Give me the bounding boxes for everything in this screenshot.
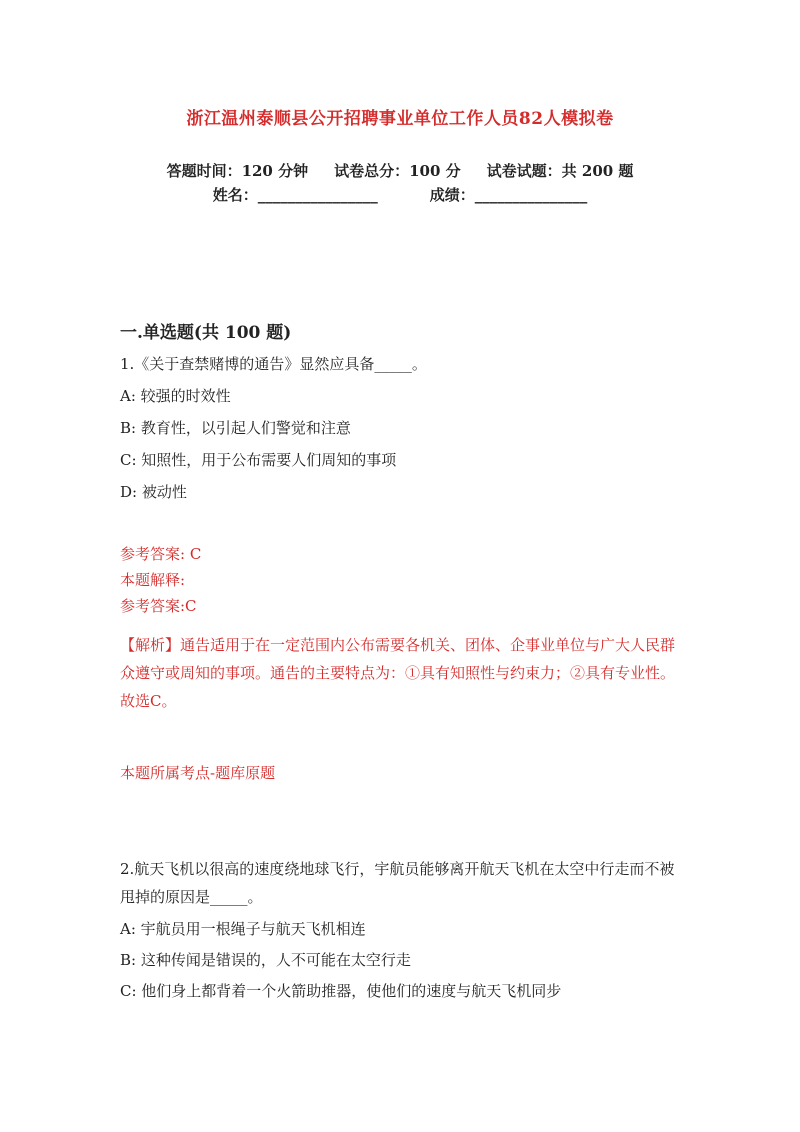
question-1-option-d: D: 被动性 xyxy=(120,483,187,501)
question-2-option-c: C: 他们身上都背着一个火箭助推器，使他们的速度与航天飞机同步 xyxy=(120,982,562,1000)
exam-title: 浙江温州泰顺县公开招聘事业单位工作人员82人模拟卷 xyxy=(186,109,614,129)
question-1-stem: 1.《关于查禁赌博的通告》显然应具备_____。 xyxy=(120,355,427,373)
section-title: 一.单选题(共 100 题) xyxy=(120,323,292,343)
question-1-option-a: A: 较强的时效性 xyxy=(120,387,231,405)
question-1-answer-repeat: 参考答案:C xyxy=(120,597,197,615)
exam-total-score: 试卷总分：100 分 xyxy=(334,162,461,180)
student-score-field: 成绩：_______________ xyxy=(429,186,588,204)
question-1-option-c: C: 知照性，用于公布需要人们周知的事项 xyxy=(120,451,397,469)
question-1-answer: 参考答案: C xyxy=(120,545,202,563)
exam-student-row xyxy=(0,184,800,205)
question-1-knowledge-point: 本题所属考点-题库原题 xyxy=(120,764,276,782)
question-1-explanation: 【解析】通告适用于在一定范围内公布需要各机关、团体、企事业单位与广大人民群众遵守或周知的事项。通告的主要特点为：①具有知照性与约束力；②具有专业性。故选C。 xyxy=(120,636,676,710)
exam-meta-row xyxy=(0,160,800,181)
exam-question-count: 试卷试题：共 200 题 xyxy=(486,162,634,180)
question-2-stem: 2.航天飞机以很高的速度绕地球飞行，宇航员能够离开航天飞机在太空中行走而不被甩掉的原因是_____。 xyxy=(120,860,675,906)
exam-time: 答题时间：120 分钟 xyxy=(166,162,309,180)
question-1-explain-label: 本题解释: xyxy=(120,571,186,589)
question-1 xyxy=(120,353,680,513)
question-2-option-a: A: 宇航员用一根绳子与航天飞机相连 xyxy=(120,920,366,938)
question-2-option-b: B: 这种传闻是错误的，人不可能在太空行走 xyxy=(120,951,411,969)
question-1-answer-block xyxy=(120,541,685,619)
question-2-options xyxy=(120,918,685,1011)
student-name-field: 姓名：________________ xyxy=(212,186,378,204)
question-1-option-b: B: 教育性，以引起人们警觉和注意 xyxy=(120,419,351,437)
